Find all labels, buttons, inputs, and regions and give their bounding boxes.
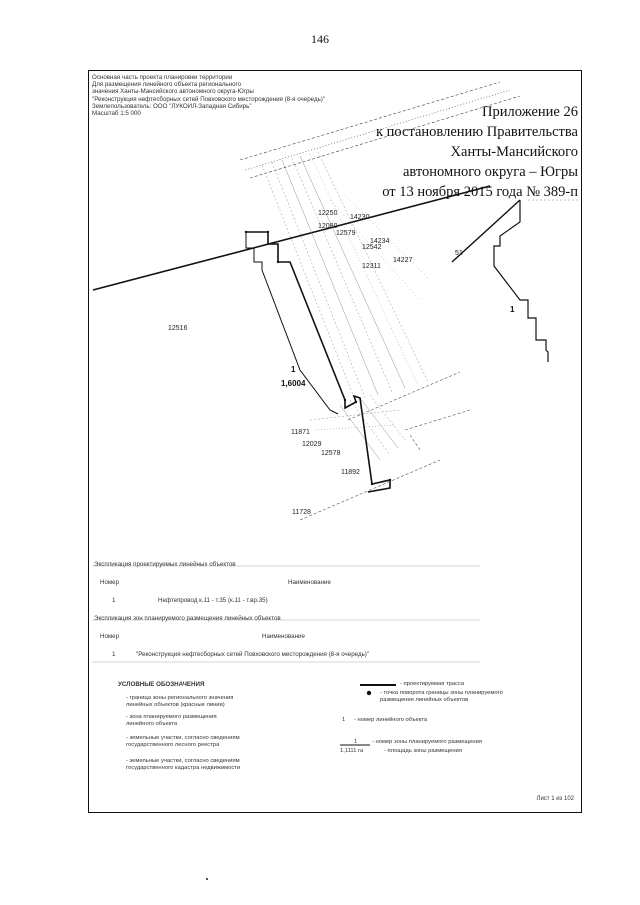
appendix-line: Приложение 26 — [482, 104, 578, 120]
header-line: "Реконструкция нефтесборных сетей Повховского месторождения (8-я очередь)" — [92, 95, 326, 103]
inset-map — [452, 200, 580, 362]
parcel-label: 11728 — [292, 509, 311, 516]
parcel-label: 12250 — [318, 210, 338, 217]
table-rules — [92, 566, 480, 662]
header-line: Масштаб 1:5 000 — [92, 110, 141, 118]
parcel-label: 14234 — [370, 238, 390, 245]
legend-item-zone-area: - площадь зоны размещения — [384, 748, 462, 754]
zone-number-label: 1 — [291, 365, 296, 374]
header-line: значения Ханты-Мансийского автономного округа-Югры — [92, 88, 254, 96]
parcel-label: 12311 — [362, 263, 381, 270]
parcel-label: 12029 — [302, 441, 322, 448]
legend-item-zone-number: - номер зоны планируемого размещения — [372, 739, 482, 745]
legend-item-red-lines: - граница зоны регионального значения линейных объектов (красные линии) — [126, 695, 234, 708]
zones-explication-title: Экспликация зон планируемого размещения линейных объектов — [94, 615, 281, 622]
parcel-label: 11892 — [341, 469, 360, 476]
inset-zone-label: 1 — [510, 305, 515, 314]
zone-area-label: 1,6004 — [281, 379, 306, 388]
legend-item-zone: - зона планируемого размещения линейного объекта — [126, 714, 217, 727]
parcel-label: 12542 — [362, 244, 382, 251]
road-band — [240, 82, 520, 178]
legend-item-turn-point: - точка поворота границы зоны планируемого размещения линейных объектов — [380, 690, 503, 703]
inset-parcel-label: 51 — [455, 250, 463, 257]
parcel-label: 11871 — [291, 429, 310, 436]
header-line: Землепользователь: ООО "ЛУКОЙЛ-Западная Сибирь" — [92, 102, 252, 110]
parcel-label: 12080 — [318, 223, 338, 230]
appendix-line: от 13 ноября 2015 года № 389-п — [382, 184, 578, 200]
zones-row-name: "Реконструкция нефтесборных сетей Повховского месторождения (8-я очередь)" — [136, 651, 370, 658]
scan-speck — [206, 878, 208, 880]
header-line: Для размещения линейного объекта регионального — [92, 81, 242, 89]
zones-col-name: Наименование — [262, 633, 305, 640]
legend-num-sample: 1 — [342, 717, 346, 723]
parcel-label: 12516 — [168, 325, 188, 332]
linear-row-number: 1 — [112, 597, 116, 604]
linear-row-name: Нефтепровод к.11 - т.35 (к.11 - т.вр.35) — [158, 597, 268, 604]
appendix-line: к постановлению Правительства — [376, 124, 578, 140]
linear-col-name: Наименование — [288, 579, 331, 586]
corridor-hatching — [262, 152, 430, 460]
linear-explication-title: Экспликация проектируемых линейных объектов — [94, 561, 236, 568]
header-line: Основная часть проекта планировки территории — [92, 74, 233, 81]
zones-col-number: Номер — [100, 633, 120, 640]
appendix-line: автономного округа – Югры — [402, 164, 578, 180]
parcel-label: 12578 — [321, 450, 341, 457]
parcel-label: 14230 — [350, 214, 370, 221]
linear-col-number: Номер — [100, 579, 120, 586]
legend-title: УСЛОВНЫЕ ОБОЗНАЧЕНИЯ — [118, 681, 205, 688]
zones-row-number: 1 — [112, 651, 116, 658]
zone-boundary — [246, 232, 390, 492]
legend-item-route: - проектируемая трасса — [400, 681, 465, 687]
legend-item-object-number: - номер линейного объекта — [354, 717, 428, 723]
parcel-boundaries — [300, 372, 470, 520]
legend-item-forest-parcels: - земельные участки, согласно сведениям государственного лесного реестра — [126, 735, 240, 748]
parcel-label: 14227 — [393, 257, 413, 264]
page-number: 146 — [311, 32, 329, 46]
sheet-number: Лист 1 из 102 — [536, 796, 574, 802]
legend-area-sample: 1,1111 га — [340, 748, 364, 754]
legend-item-cadastre-parcels: - земельные участки, согласно сведениям государственного кадастра недвижимости — [126, 758, 241, 771]
legend-zone-sample: 1 — [354, 739, 358, 745]
main-boundary-line — [93, 186, 490, 290]
appendix-line: Ханты-Мансийского — [450, 144, 578, 160]
parcel-label: 12579 — [336, 230, 356, 237]
